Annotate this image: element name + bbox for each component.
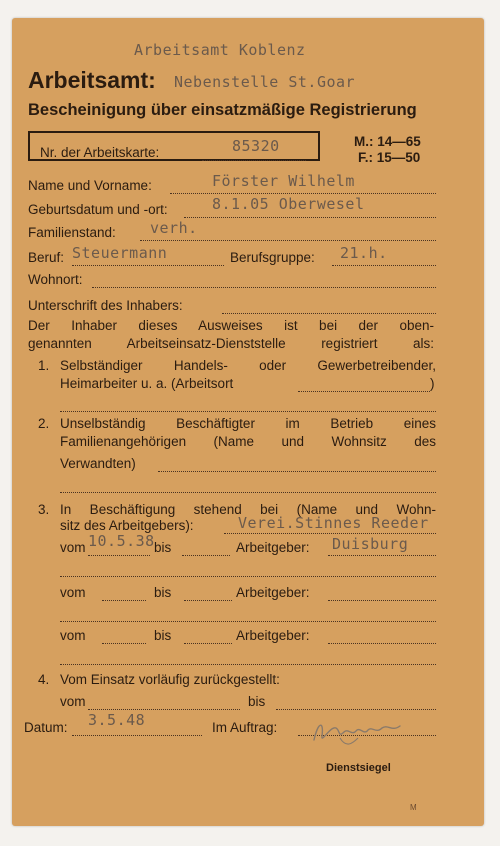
item-3-to-label-2: bis (154, 585, 172, 600)
item-1-number: 1. (38, 358, 50, 373)
job-group-line (332, 265, 436, 266)
item-1-line-1: Selbständiger Handels- oder Gewerbetreibender, (60, 358, 436, 373)
item-3-to-line-3 (184, 643, 232, 644)
item-3-from-label: vom (60, 540, 86, 555)
family-status-label: Familienstand: (28, 225, 116, 240)
item-1-line-2: Heimarbeiter u. a. (Arbeitsort (60, 376, 234, 391)
age-range-female: F.: 15—50 (358, 150, 421, 165)
print-mark: M (410, 803, 417, 812)
name-line (170, 193, 436, 194)
holder-signature-line (222, 313, 436, 314)
item-4-to-label: bis (248, 694, 266, 709)
residence-line (92, 287, 436, 288)
item-3-employer-line-3 (328, 643, 436, 644)
item-3-from-value: 10.5.38 (88, 532, 155, 550)
item-3-row-3-extra-line (60, 664, 436, 665)
item-3-employer-line-2 (328, 600, 436, 601)
card-number-line (202, 160, 306, 161)
card-number-value: 85320 (232, 137, 280, 155)
item-3-to-label-3: bis (154, 628, 172, 643)
item-3-employer-value: Verei.Stinnes Reeder (238, 514, 429, 532)
seal-label: Dienstsiegel (326, 762, 391, 774)
intro-line-1: Der Inhaber dieses Ausweises ist bei der oben- (28, 318, 434, 333)
item-2-line-1: Unselbständig Beschäftigter im Betrieb eines (60, 416, 436, 431)
item-4-line-1: Vom Einsatz vorläufig zurückgestellt: (60, 672, 280, 687)
item-3-to-line-2 (184, 600, 232, 601)
item-3-employer-city-line (328, 555, 436, 556)
item-2-number: 2. (38, 416, 50, 431)
job-line (72, 265, 224, 266)
date-value: 3.5.48 (88, 711, 146, 729)
item-2-line-2: Familienangehörigen (Name und Wohnsitz des (60, 434, 436, 449)
registration-card (12, 18, 484, 826)
item-3-from-label-2: vom (60, 585, 86, 600)
card-number-label: Nr. der Arbeitskarte: (40, 145, 160, 160)
item-2-extra-line (60, 492, 436, 493)
item-1-close-paren: ) (430, 376, 435, 391)
item-3-number: 3. (38, 502, 50, 517)
job-group-label: Berufsgruppe: (230, 250, 315, 265)
date-label: Datum: (24, 720, 68, 735)
item-3-to-label: bis (154, 540, 172, 555)
job-label: Beruf: (28, 250, 65, 265)
date-line (72, 735, 202, 736)
item-3-employer-city-value: Duisburg (332, 535, 409, 553)
item-3-from-line-3 (102, 643, 146, 644)
item-3-line-2: sitz des Arbeitgebers): (60, 518, 194, 533)
item-3-from-line-2 (102, 600, 146, 601)
residence-label: Wohnort: (28, 272, 83, 287)
item-3-employer-label: Arbeitgeber: (236, 540, 310, 555)
item-4-to-line (276, 709, 436, 710)
stamp-branch: Nebenstelle St.Goar (174, 73, 356, 91)
birth-line (184, 217, 436, 218)
item-3-from-label-3: vom (60, 628, 86, 643)
age-range-male: M.: 14—65 (354, 134, 421, 149)
item-3-line-1: In Beschäftigung stehend bei (Name und Wohn- (60, 502, 436, 517)
birth-label: Geburtsdatum und -ort: (28, 202, 168, 217)
item-2-relative-line (158, 471, 436, 472)
item-1-extra-line (60, 411, 436, 412)
item-3-from-line (88, 555, 150, 556)
job-group-value: 21.h. (340, 244, 388, 262)
item-4-from-label: vom (60, 694, 86, 709)
stamp-office: Arbeitsamt Koblenz (134, 41, 306, 59)
official-signature (310, 714, 410, 750)
page-title: Arbeitsamt: (28, 67, 156, 93)
name-label: Name und Vorname: (28, 178, 152, 193)
item-3-employer-label-2: Arbeitgeber: (236, 585, 310, 600)
name-value: Förster Wilhelm (212, 172, 355, 190)
family-status-value: verh. (150, 219, 198, 237)
item-3-row-1-extra-line (60, 576, 436, 577)
item-3-row-2-extra-line (60, 621, 436, 622)
item-3-employer-label-3: Arbeitgeber: (236, 628, 310, 643)
item-2-line-3: Verwandten) (60, 456, 136, 471)
holder-signature-label: Unterschrift des Inhabers: (28, 298, 183, 313)
intro-line-2: genannten Arbeitseinsatz-Dienststelle registriert als: (28, 336, 434, 351)
item-1-workplace-line (298, 391, 430, 392)
page-subtitle: Bescheinigung über einsatzmäßige Registrierung (28, 101, 417, 119)
order-label: Im Auftrag: (212, 720, 278, 735)
item-4-from-line (88, 709, 240, 710)
item-3-to-line (182, 555, 230, 556)
family-status-line (140, 240, 436, 241)
item-4-number: 4. (38, 672, 50, 687)
item-3-employer-line (224, 533, 436, 534)
birth-value: 8.1.05 Oberwesel (212, 195, 365, 213)
job-value: Steuermann (72, 244, 168, 262)
